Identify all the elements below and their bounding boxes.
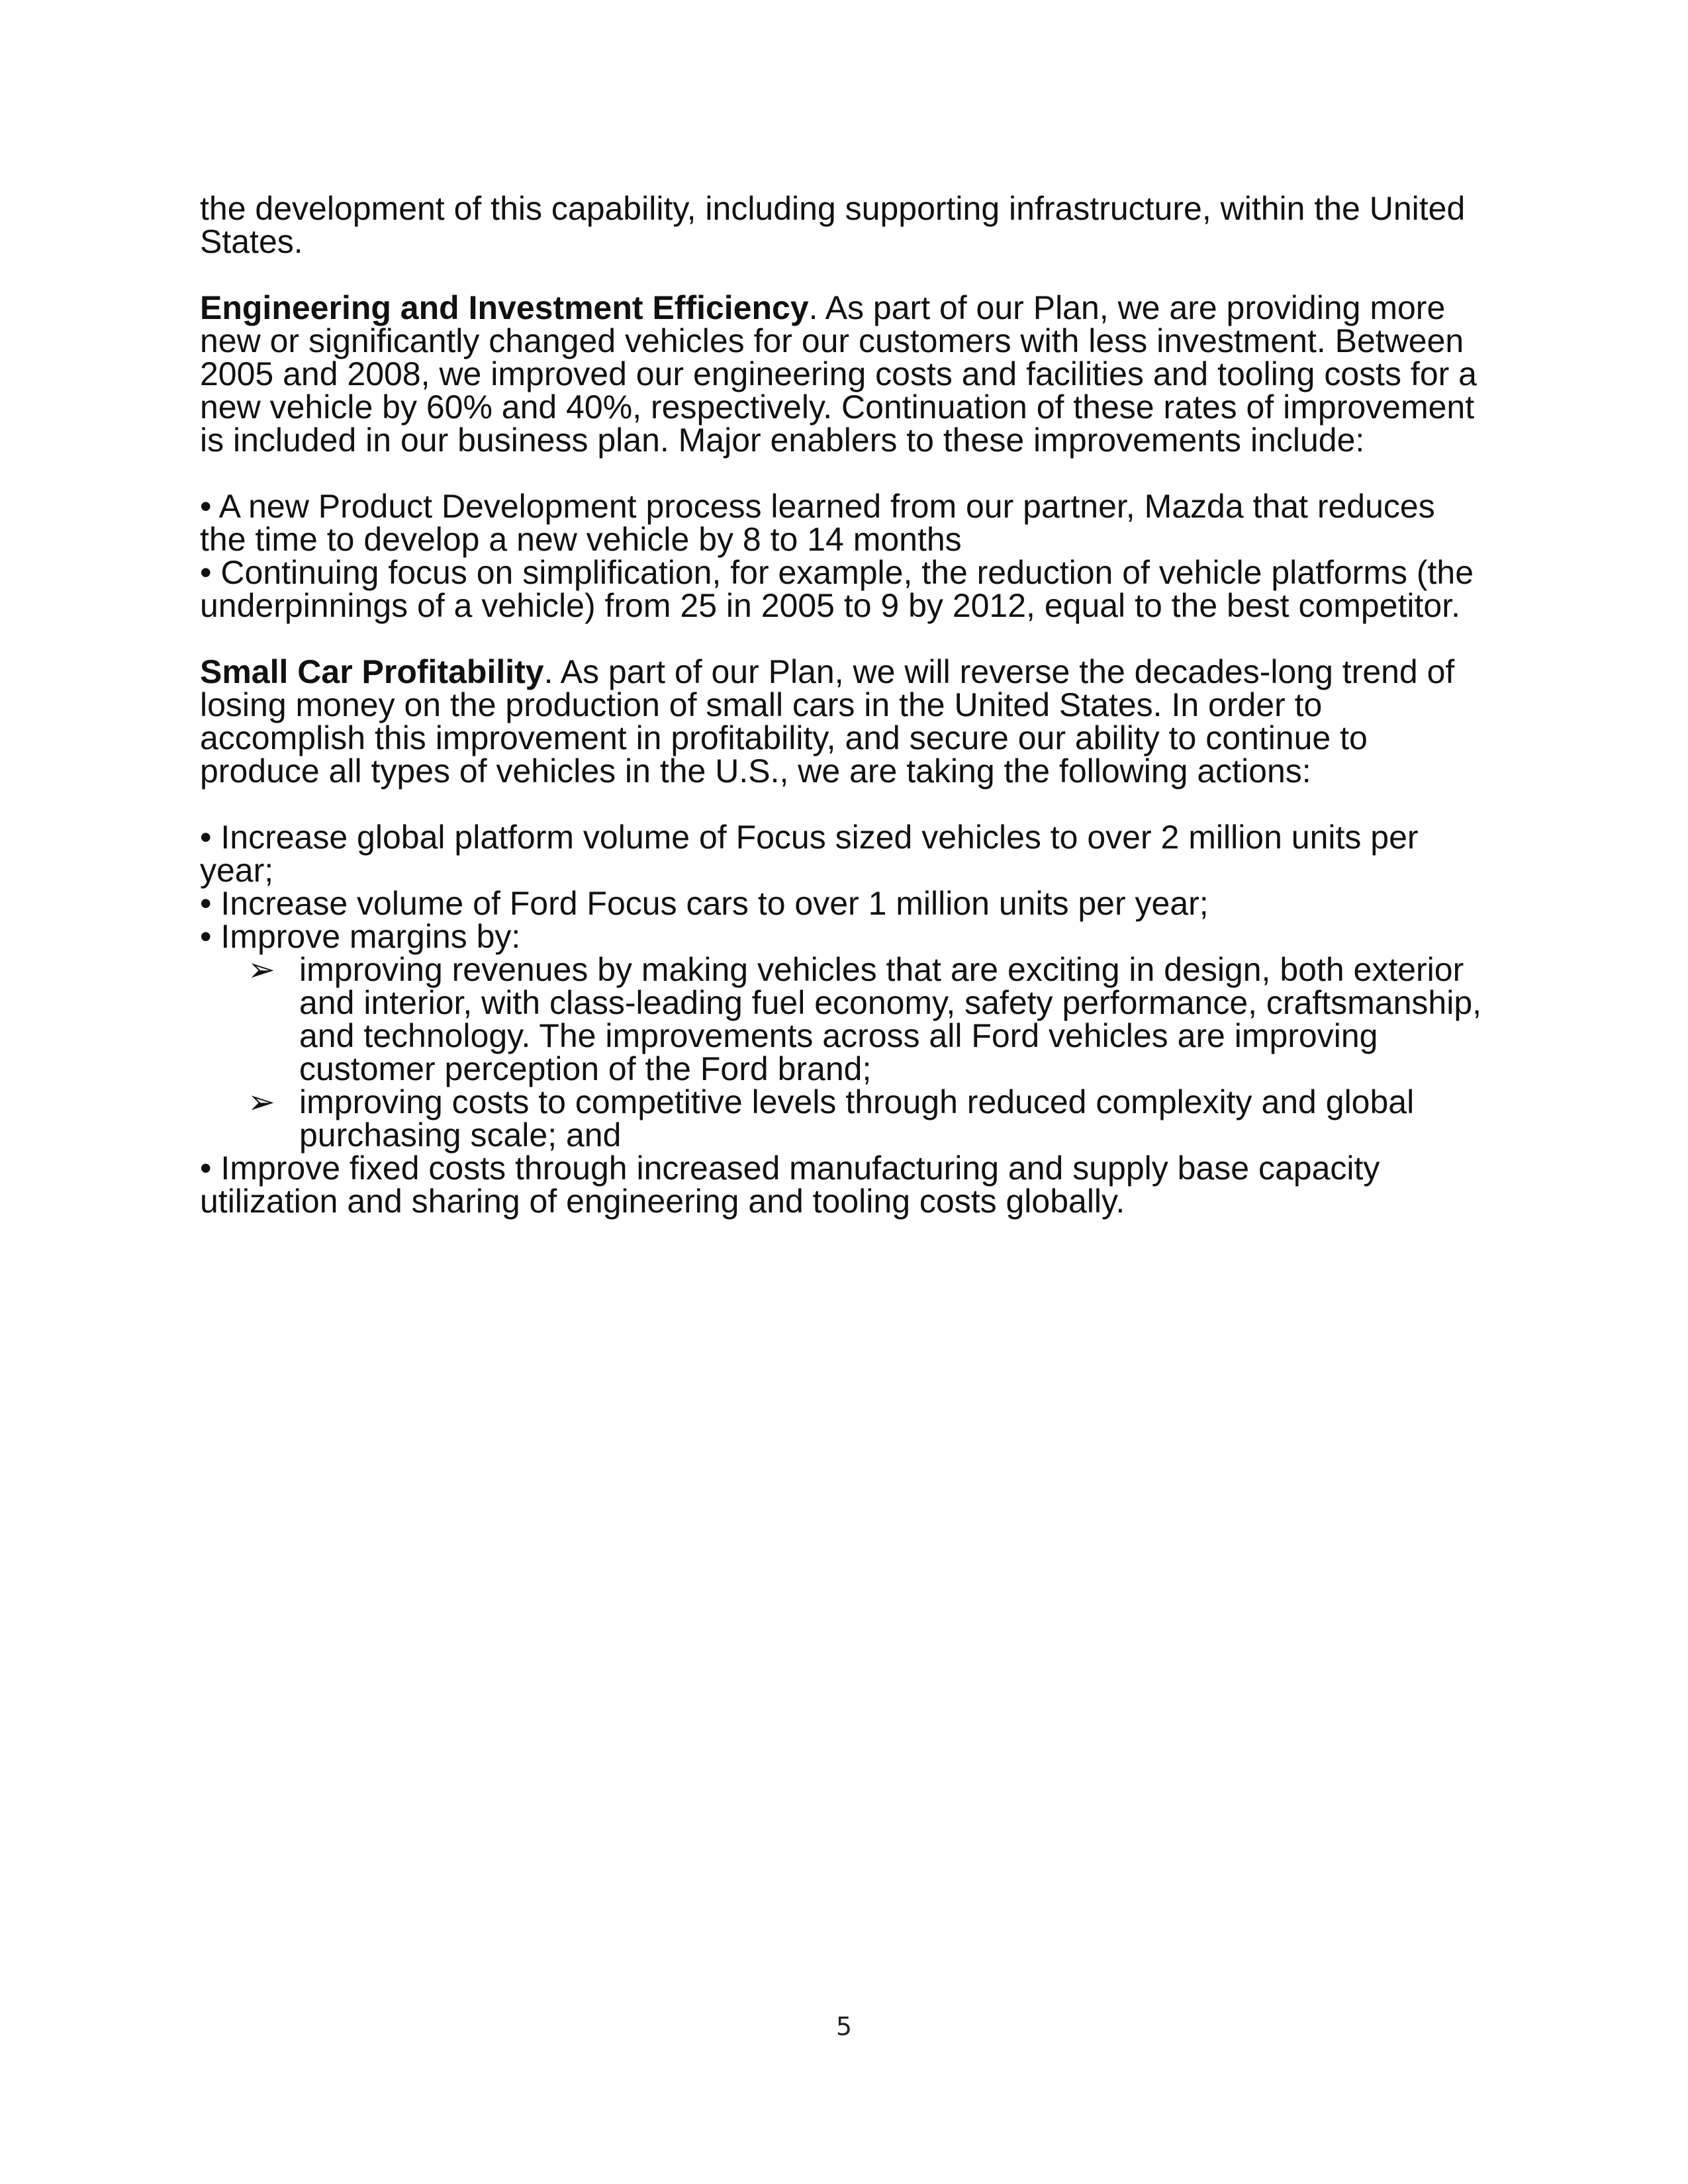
smallcar-heading: Small Car Profitability <box>200 653 544 690</box>
engineering-bullet-list <box>200 490 1524 622</box>
bullet-line: utilization and sharing of engineering and tooling costs globally. <box>200 1183 1125 1220</box>
text-line: States. <box>200 223 303 260</box>
bullet-line: • Improve margins by: <box>200 918 521 955</box>
bullet-line: underpinnings of a vehicle) from 25 in 2005 to 9 by 2012, equal to the best competitor. <box>200 587 1461 624</box>
smallcar-bullet-list <box>200 821 1524 1218</box>
text-line <box>200 655 1524 688</box>
intro-paragraph <box>200 192 1524 258</box>
engineering-heading: Engineering and Investment Efficiency <box>200 289 809 326</box>
text-line: losing money on the production of small cars in the United States. In order to <box>200 686 1323 723</box>
bullet-line: year; <box>200 852 274 889</box>
arrow-bullet-icon: ➢ <box>248 1083 275 1120</box>
text-line: accomplish this improvement in profitability, and secure our ability to continue to <box>200 719 1368 756</box>
bullet-line: • Continuing focus on simplification, for example, the reduction of vehicle platforms (the <box>200 554 1474 591</box>
sub-bullet-revenues <box>200 953 1524 1085</box>
page-number: 5 <box>835 2012 853 2041</box>
sub-bullet-line: customer perception of the Ford brand; <box>299 1050 872 1087</box>
sub-bullet-line: and interior, with class-leading fuel economy, safety performance, craftsmanship, <box>299 984 1482 1021</box>
text-line: new or significantly changed vehicles for our customers with less investment. Between <box>200 322 1464 359</box>
smallcar-lead-text: . As part of our Plan, we will reverse the decades-long trend of <box>543 653 1455 690</box>
text-line: 2005 and 2008, we improved our engineering costs and facilities and tooling costs for a <box>200 355 1477 392</box>
text-line: new vehicle by 60% and 40%, respectively. Continuation of these rates of improvement <box>200 388 1475 426</box>
sub-bullet-line: improving costs to competitive levels through reduced complexity and global <box>299 1083 1415 1120</box>
text-line: is included in our business plan. Major enablers to these improvements include: <box>200 422 1365 459</box>
sub-bullet-line: purchasing scale; and <box>299 1116 622 1154</box>
sub-bullet-line: and technology. The improvements across all Ford vehicles are improving <box>299 1017 1378 1054</box>
arrow-bullet-icon: ➢ <box>248 951 275 988</box>
text-line: produce all types of vehicles in the U.S., we are taking the following actions: <box>200 752 1311 790</box>
bullet-line: the time to develop a new vehicle by 8 to 14 months <box>200 521 962 558</box>
smallcar-paragraph <box>200 655 1524 788</box>
bullet-line: • A new Product Development process learned from our partner, Mazda that reduces <box>200 488 1435 525</box>
text-line: the development of this capability, including supporting infrastructure, within the United <box>200 190 1466 227</box>
engineering-paragraph <box>200 291 1524 457</box>
bullet-line: • Increase volume of Ford Focus cars to over 1 million units per year; <box>200 885 1209 922</box>
text-line <box>200 291 1524 324</box>
document-page <box>200 192 1524 1251</box>
bullet-line: • Increase global platform volume of Focus sized vehicles to over 2 million units per <box>200 819 1419 856</box>
engineering-lead-text: . As part of our Plan, we are providing more <box>808 289 1446 326</box>
sub-bullet-line: improving revenues by making vehicles that are exciting in design, both exterior <box>299 951 1464 988</box>
sub-bullet-costs <box>200 1085 1524 1152</box>
bullet-line: • Improve fixed costs through increased manufacturing and supply base capacity <box>200 1150 1380 1187</box>
